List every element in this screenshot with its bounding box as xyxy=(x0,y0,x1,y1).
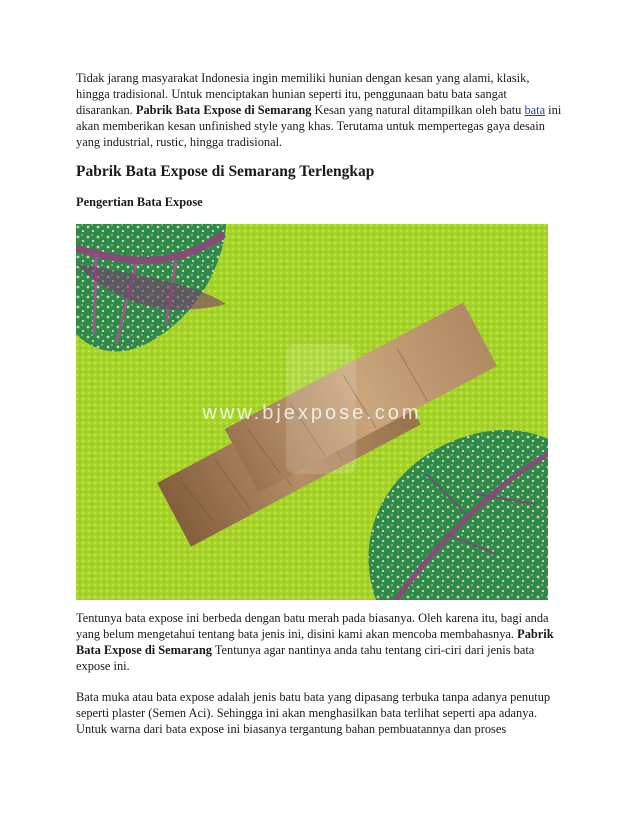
bata-link[interactable]: bata xyxy=(524,103,546,117)
paragraph-3: Bata muka atau bata expose adalah jenis batu bata yang dipasang terbuka tanpa adanya penutup seperti plaster (Semen Aci). Sehingga ini akan menghasilkan bata terlihat seperti apa adanya. Untuk warna dari bata expose ini biasanya tergantung bahan pembuatannya dan proses xyxy=(76,690,551,736)
intro-text-2: Kesan yang natural ditampilkan oleh batu xyxy=(311,103,525,117)
paragraph-2 xyxy=(76,610,566,674)
section-subheading: Pengertian Bata Expose xyxy=(76,195,203,209)
para2-text-1: Tentunya bata expose ini berbeda dengan batu merah pada biasanya. Oleh karena itu, bagi anda yang belum mengetahui tentang bata jenis ini, disini kami akan mencoba membahasnya. xyxy=(76,611,549,641)
article-body xyxy=(76,70,566,737)
brick-photo-illustration xyxy=(76,224,548,600)
para2-text-2: Tentunya agar nantinya anda tahu tentang ciri-ciri dari jenis bata expose ini. xyxy=(76,643,535,673)
intro-text-1: Tidak jarang masyarakat Indonesia ingin memiliki hunian dengan kesan yang alami, klasik, hingga tradisional. Untuk menciptakan hunian seperti itu, penggunaan batu bata sangat disarankan. xyxy=(76,71,530,117)
intro-paragraph xyxy=(76,70,566,150)
intro-text-3: ini akan memberikan kesan unfinished style yang khas. Terutama untuk mempertegas gaya desain yang industrial, rustic, hingga tradisional. xyxy=(76,103,562,149)
para2-bold-keyword: Pabrik Bata Expose di Semarang xyxy=(76,627,554,657)
intro-bold-keyword: Pabrik Bata Expose di Semarang xyxy=(135,103,312,117)
section-heading: Pabrik Bata Expose di Semarang Terlengkap xyxy=(76,163,375,180)
product-photo xyxy=(76,224,548,600)
watermark-text: www.bjexpose.com xyxy=(202,402,422,424)
